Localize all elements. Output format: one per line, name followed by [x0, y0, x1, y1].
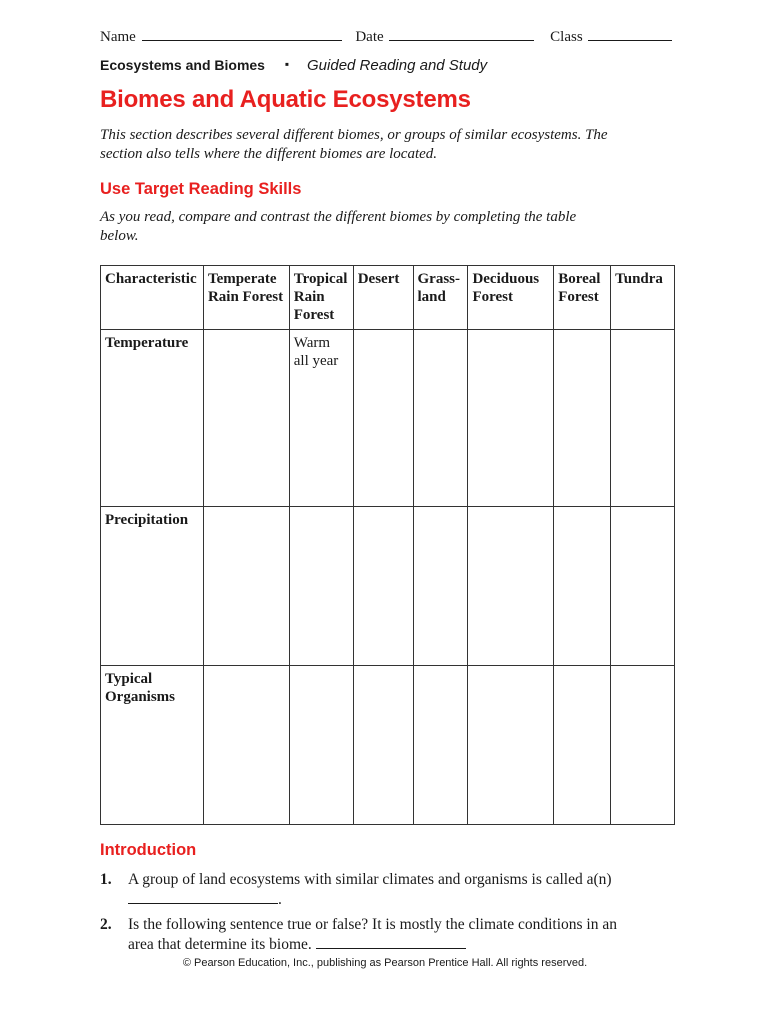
table-cell[interactable] — [353, 330, 413, 507]
question-prompt: Is the following sentence true or false? It is mostly the climate conditions in an area that determine its biome. — [128, 916, 617, 953]
date-field[interactable] — [389, 26, 534, 41]
table-row — [101, 330, 675, 507]
table-cell[interactable] — [611, 507, 675, 666]
column-header: Grass- land — [413, 266, 468, 330]
column-header: Temperate Rain Forest — [203, 266, 289, 330]
skills-instructions: As you read, compare and contrast the different biomes by completing the table below. — [100, 209, 577, 244]
table-cell[interactable] — [353, 507, 413, 666]
student-info-line — [100, 26, 672, 46]
table-cell[interactable] — [554, 507, 611, 666]
question-suffix: . — [278, 891, 282, 908]
section-description: This section describes several different biomes, or groups of similar ecosystems. The section also tells where the different biomes are located. — [100, 127, 608, 162]
table-cell[interactable] — [413, 666, 468, 825]
table-cell[interactable] — [554, 330, 611, 507]
question-number: 2. — [100, 916, 112, 933]
column-header: Boreal Forest — [554, 266, 611, 330]
table-cell[interactable] — [203, 666, 289, 825]
bullet-icon: ▪ — [284, 57, 290, 71]
table-cell[interactable] — [468, 666, 554, 825]
question-prompt: A group of land ecosystems with similar climates and organisms is called a(n) — [128, 871, 612, 888]
section-subtitle: Guided Reading and Study — [307, 57, 488, 74]
column-header: Deciduous Forest — [468, 266, 554, 330]
answer-field[interactable] — [316, 934, 466, 949]
answer-field[interactable] — [128, 889, 278, 904]
table-cell[interactable] — [413, 330, 468, 507]
table-cell[interactable] — [289, 507, 353, 666]
name-label: Name — [100, 29, 136, 45]
column-header: Desert — [353, 266, 413, 330]
table-cell[interactable] — [554, 666, 611, 825]
table-cell[interactable] — [289, 666, 353, 825]
table-header-row — [101, 266, 675, 330]
page-title: Biomes and Aquatic Ecosystems — [100, 86, 471, 113]
table-row — [101, 666, 675, 825]
skills-heading: Use Target Reading Skills — [100, 180, 302, 198]
introduction-heading: Introduction — [100, 841, 197, 859]
table-cell[interactable] — [203, 330, 289, 507]
row-header: Temperature — [101, 330, 204, 507]
question-item — [100, 870, 620, 909]
table-cell[interactable] — [413, 507, 468, 666]
table-cell[interactable] — [468, 507, 554, 666]
table-cell[interactable] — [611, 330, 675, 507]
row-header: Precipitation — [101, 507, 204, 666]
unit-header — [100, 57, 487, 74]
biomes-table — [100, 265, 675, 825]
name-field[interactable] — [142, 26, 342, 41]
chapter-name: Ecosystems and Biomes — [100, 57, 265, 73]
question-number: 1. — [100, 871, 112, 888]
question-list — [100, 870, 620, 960]
question-item — [100, 915, 620, 954]
column-header: Characteristic — [101, 266, 204, 330]
date-label: Date — [355, 29, 384, 45]
row-header: Typical Organisms — [101, 666, 204, 825]
table-row — [101, 507, 675, 666]
column-header: Tropical Rain Forest — [289, 266, 353, 330]
class-label: Class — [550, 29, 583, 45]
table-cell[interactable] — [611, 666, 675, 825]
table-cell[interactable] — [289, 330, 353, 507]
table-cell[interactable] — [203, 507, 289, 666]
cell-text: Warm all year — [293, 335, 339, 369]
class-field[interactable] — [588, 26, 672, 41]
copyright-footer: © Pearson Education, Inc., publishing as Pearson Prentice Hall. All rights reserved. — [182, 957, 588, 969]
table-cell[interactable] — [468, 330, 554, 507]
table-cell[interactable] — [353, 666, 413, 825]
question-text — [128, 915, 620, 954]
question-text — [128, 870, 620, 909]
column-header: Tundra — [611, 266, 675, 330]
